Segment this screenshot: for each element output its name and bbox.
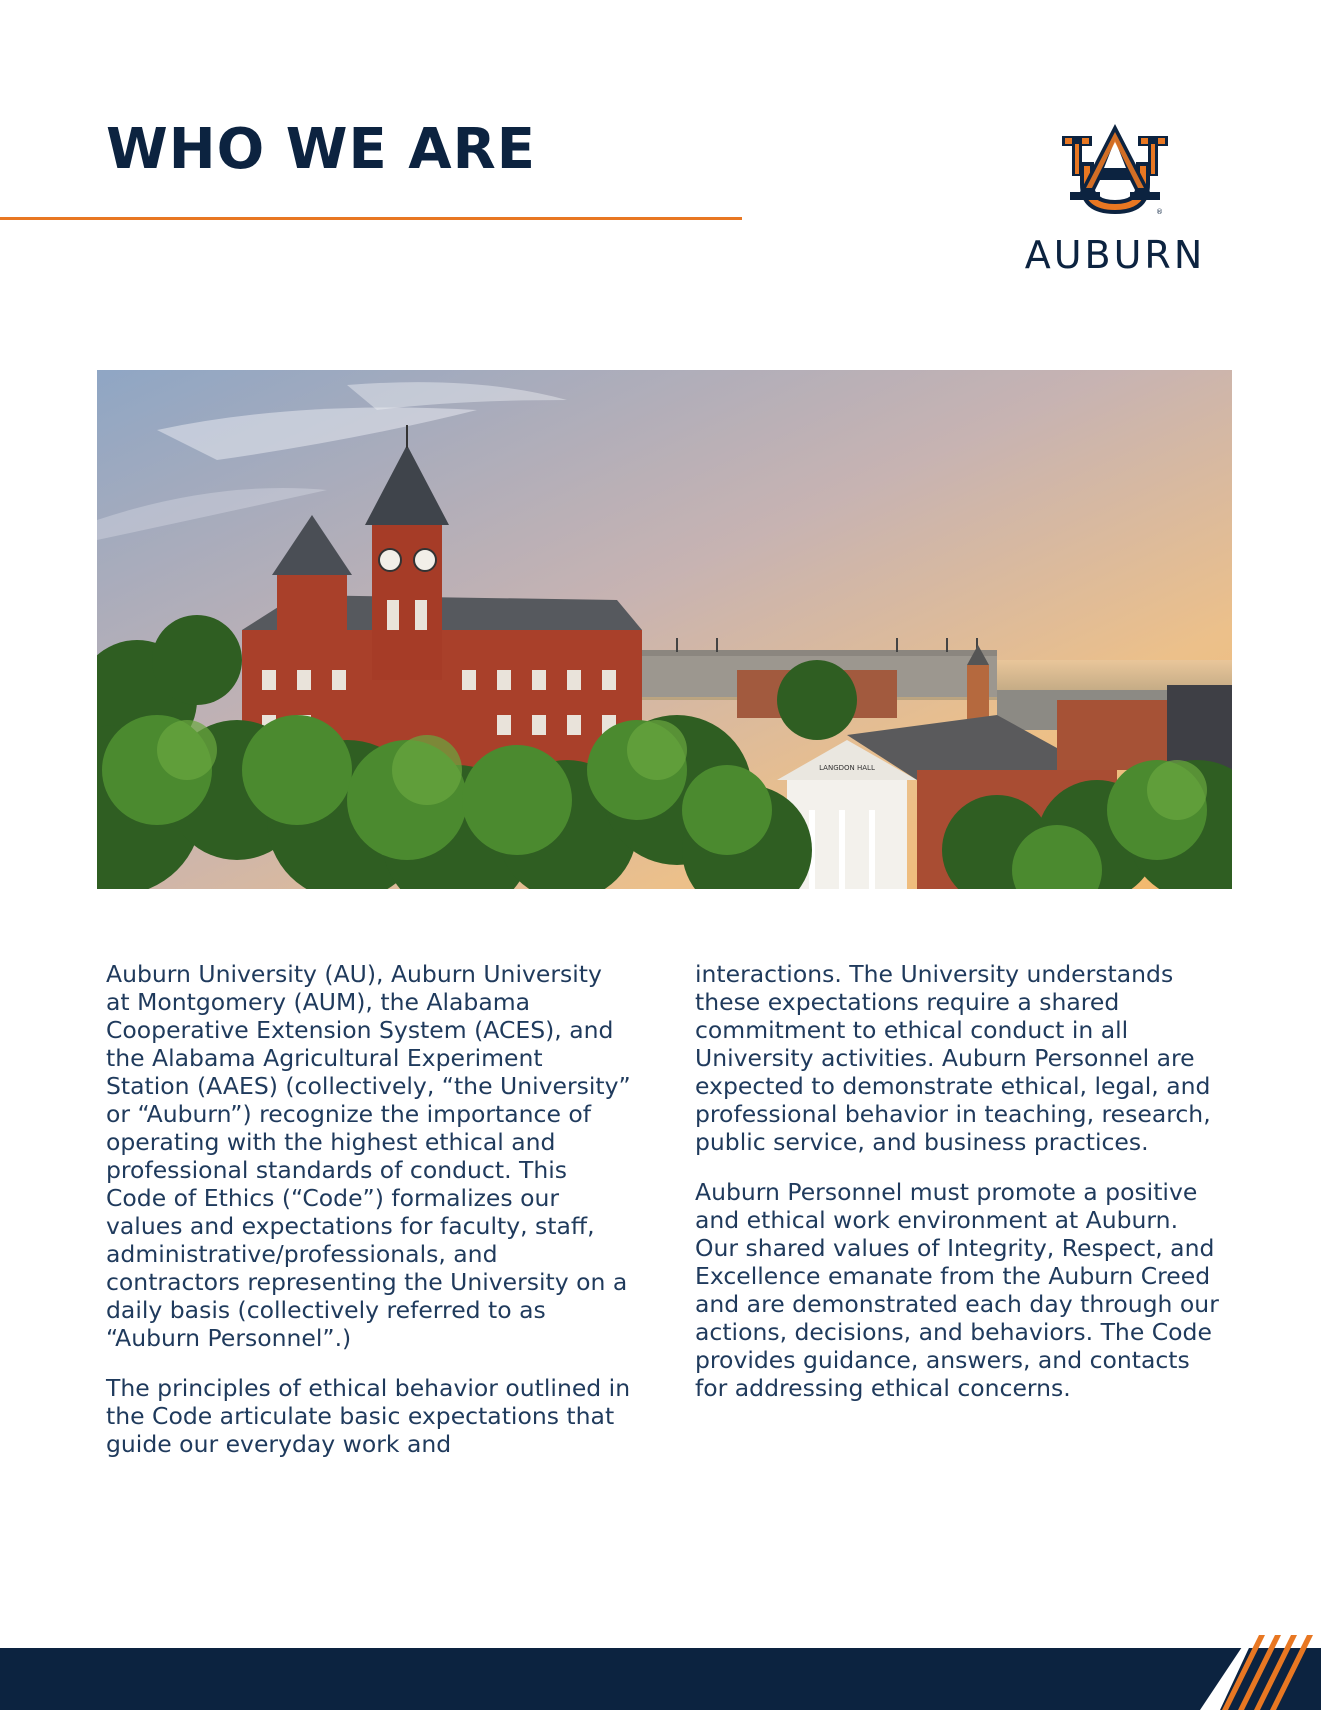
page-title: WHO WE ARE (106, 117, 536, 182)
body-paragraph: Auburn Personnel must promote a positive and ethical work environment at Auburn. Our shared values of Integrity, Respect, and Excellence emanate from the Auburn Creed and are demonstrated each day through our actions, decisions, and behaviors. The Code provides guidance, answers, and contacts for addressing ethical concerns. (695, 1178, 1219, 1402)
body-paragraph: Auburn University (AU), Auburn University at Montgomery (AUM), the Alabama Cooperative Extension System (ACES), and the Alabama Agricultural Experiment Station (AAES) (collectively, “the University” or “Auburn”) recognize the importance of operating with the highest ethical and professional standards of conduct. This Code of Ethics (“Code”) formalizes our values and expectations for faculty, staff, administrative/professionals, and contractors representing the University on a daily basis (collectively referred to as “Auburn Personnel”.) (106, 960, 631, 1352)
auburn-logo (995, 122, 1235, 282)
body-paragraph: The principles of ethical behavior outlined in the Code articulate basic expectations that guide our everyday work and (106, 1374, 631, 1458)
auburn-au-logo-icon (1060, 122, 1170, 218)
body-paragraph: interactions. The University understands these expectations require a shared commitment to ethical conduct in all University activities. Auburn Personnel are expected to demonstrate ethical, legal, and professional behavior in teaching, research, public service, and business practices. (695, 960, 1211, 1156)
langdon-hall-sign: LANGDON HALL (819, 764, 875, 772)
body-column-right (695, 960, 1220, 1424)
body-column-left (106, 960, 631, 1480)
footer-bar (0, 1648, 1321, 1710)
logo-wordmark: AUBURN (1024, 233, 1206, 277)
title-divider (0, 217, 742, 220)
footer-stripes-decoration (1200, 1635, 1321, 1710)
campus-hero-image (97, 370, 1232, 889)
registered-mark: ® (1156, 208, 1163, 216)
